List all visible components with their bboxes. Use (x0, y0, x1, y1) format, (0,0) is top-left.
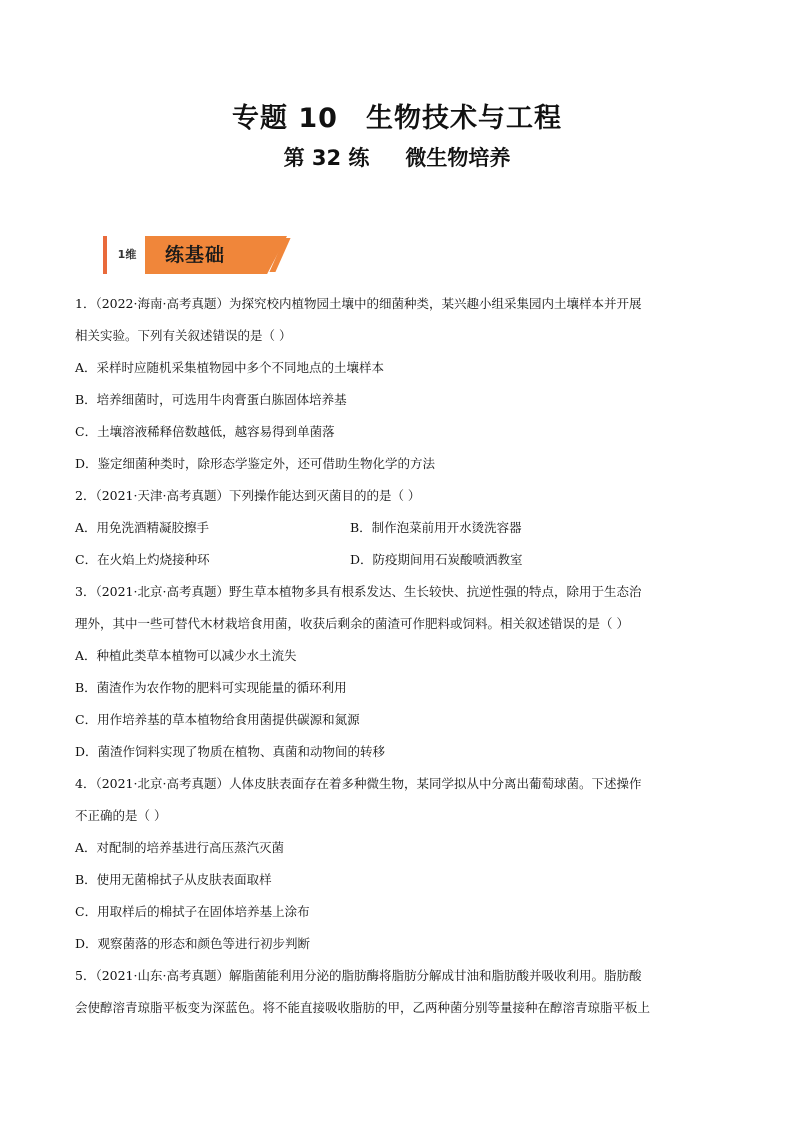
question-stem-line: 1．（2022·海南·高考真题）为探究校内植物园土壤中的细菌种类，某兴趣小组采集园内土壤样本并开展 (75, 296, 642, 311)
answer-option: A．种植此类草本植物可以减少水土流失 (75, 648, 297, 663)
subtitle-main-text: 微生物培养 (405, 146, 511, 170)
answer-option: C．土壤溶液稀释倍数越低，越容易得到单菌落 (75, 424, 335, 439)
subtitle-prefix: 第 32 练 (283, 146, 370, 170)
question-stem-line: 会使醇溶青琼脂平板变为深蓝色。将不能直接吸收脂肪的甲，乙两种菌分别等量接种在醇溶青琼脂平板上 (75, 1000, 651, 1015)
title-main-text: 生物技术与工程 (365, 103, 562, 134)
question-stem-line: 相关实验。下列有关叙述错误的是（ ） (75, 328, 292, 343)
question-item (75, 576, 725, 768)
question-stem-line: 4．（2021·北京·高考真题）人体皮肤表面存在着多种微生物，某同学拟从中分离出葡萄球菌。下述操作 (75, 776, 642, 791)
answer-option: D．观察菌落的形态和颜色等进行初步判断 (75, 936, 311, 951)
answer-option: A．采样时应随机采集植物园中多个不同地点的土壤样本 (75, 360, 385, 375)
question-item (75, 960, 725, 1024)
question-item (75, 768, 725, 960)
answer-option: B．制作泡菜前用开水烫洗容器 (350, 520, 522, 535)
question-item (75, 288, 725, 480)
question-stem-line: 5．（2021·山东·高考真题）解脂菌能利用分泌的脂肪酶将脂肪分解成甘油和脂肪酸并吸收利用。脂肪酸 (75, 968, 642, 983)
answer-option: A．对配制的培养基进行高压蒸汽灭菌 (75, 840, 285, 855)
question-item (75, 480, 725, 576)
question-list (75, 288, 725, 1024)
answer-option: D．菌渣作饲料实现了物质在植物、真菌和动物间的转移 (75, 744, 386, 759)
answer-option: C．用作培养基的草本植物给食用菌提供碳源和氮源 (75, 712, 360, 727)
question-stem-line: 2．（2021·天津·高考真题）下列操作能达到灭菌目的的是（ ） (75, 488, 421, 503)
title-prefix: 专题 10 (232, 103, 338, 134)
answer-option: D．防疫期间用石炭酸喷洒教室 (350, 552, 523, 567)
answer-option: B．菌渣作为农作物的肥料可实现能量的循环利用 (75, 680, 347, 695)
section-label: 练基础 (165, 244, 226, 266)
answer-option: D．鉴定细菌种类时，除形态学鉴定外，还可借助生物化学的方法 (75, 456, 436, 471)
question-stem-line: 不正确的是（ ） (75, 808, 167, 823)
question-stem-line: 理外，其中一些可替代木材栽培食用菌，收获后剩余的菌渣可作肥料或饲料。相关叙述错误的是（ ） (75, 616, 629, 631)
answer-option: C．用取样后的棉拭子在固体培养基上涂布 (75, 904, 310, 919)
page-title (0, 96, 794, 135)
page-subtitle (0, 142, 794, 172)
answer-option: C．在火焰上灼烧接种环 (75, 552, 210, 567)
section-banner (103, 236, 293, 274)
answer-option: A．用免洗酒精凝胶擦手 (75, 520, 210, 535)
banner-left-bar (103, 236, 107, 274)
answer-option: B．培养细菌时，可选用牛肉膏蛋白胨固体培养基 (75, 392, 347, 407)
question-stem-line: 3．（2021·北京·高考真题）野生草本植物多具有根系发达、生长较快、抗逆性强的特点，除用于生态治 (75, 584, 642, 599)
answer-option: B．使用无菌棉拭子从皮肤表面取样 (75, 872, 272, 887)
section-badge: 1维 (117, 248, 137, 261)
